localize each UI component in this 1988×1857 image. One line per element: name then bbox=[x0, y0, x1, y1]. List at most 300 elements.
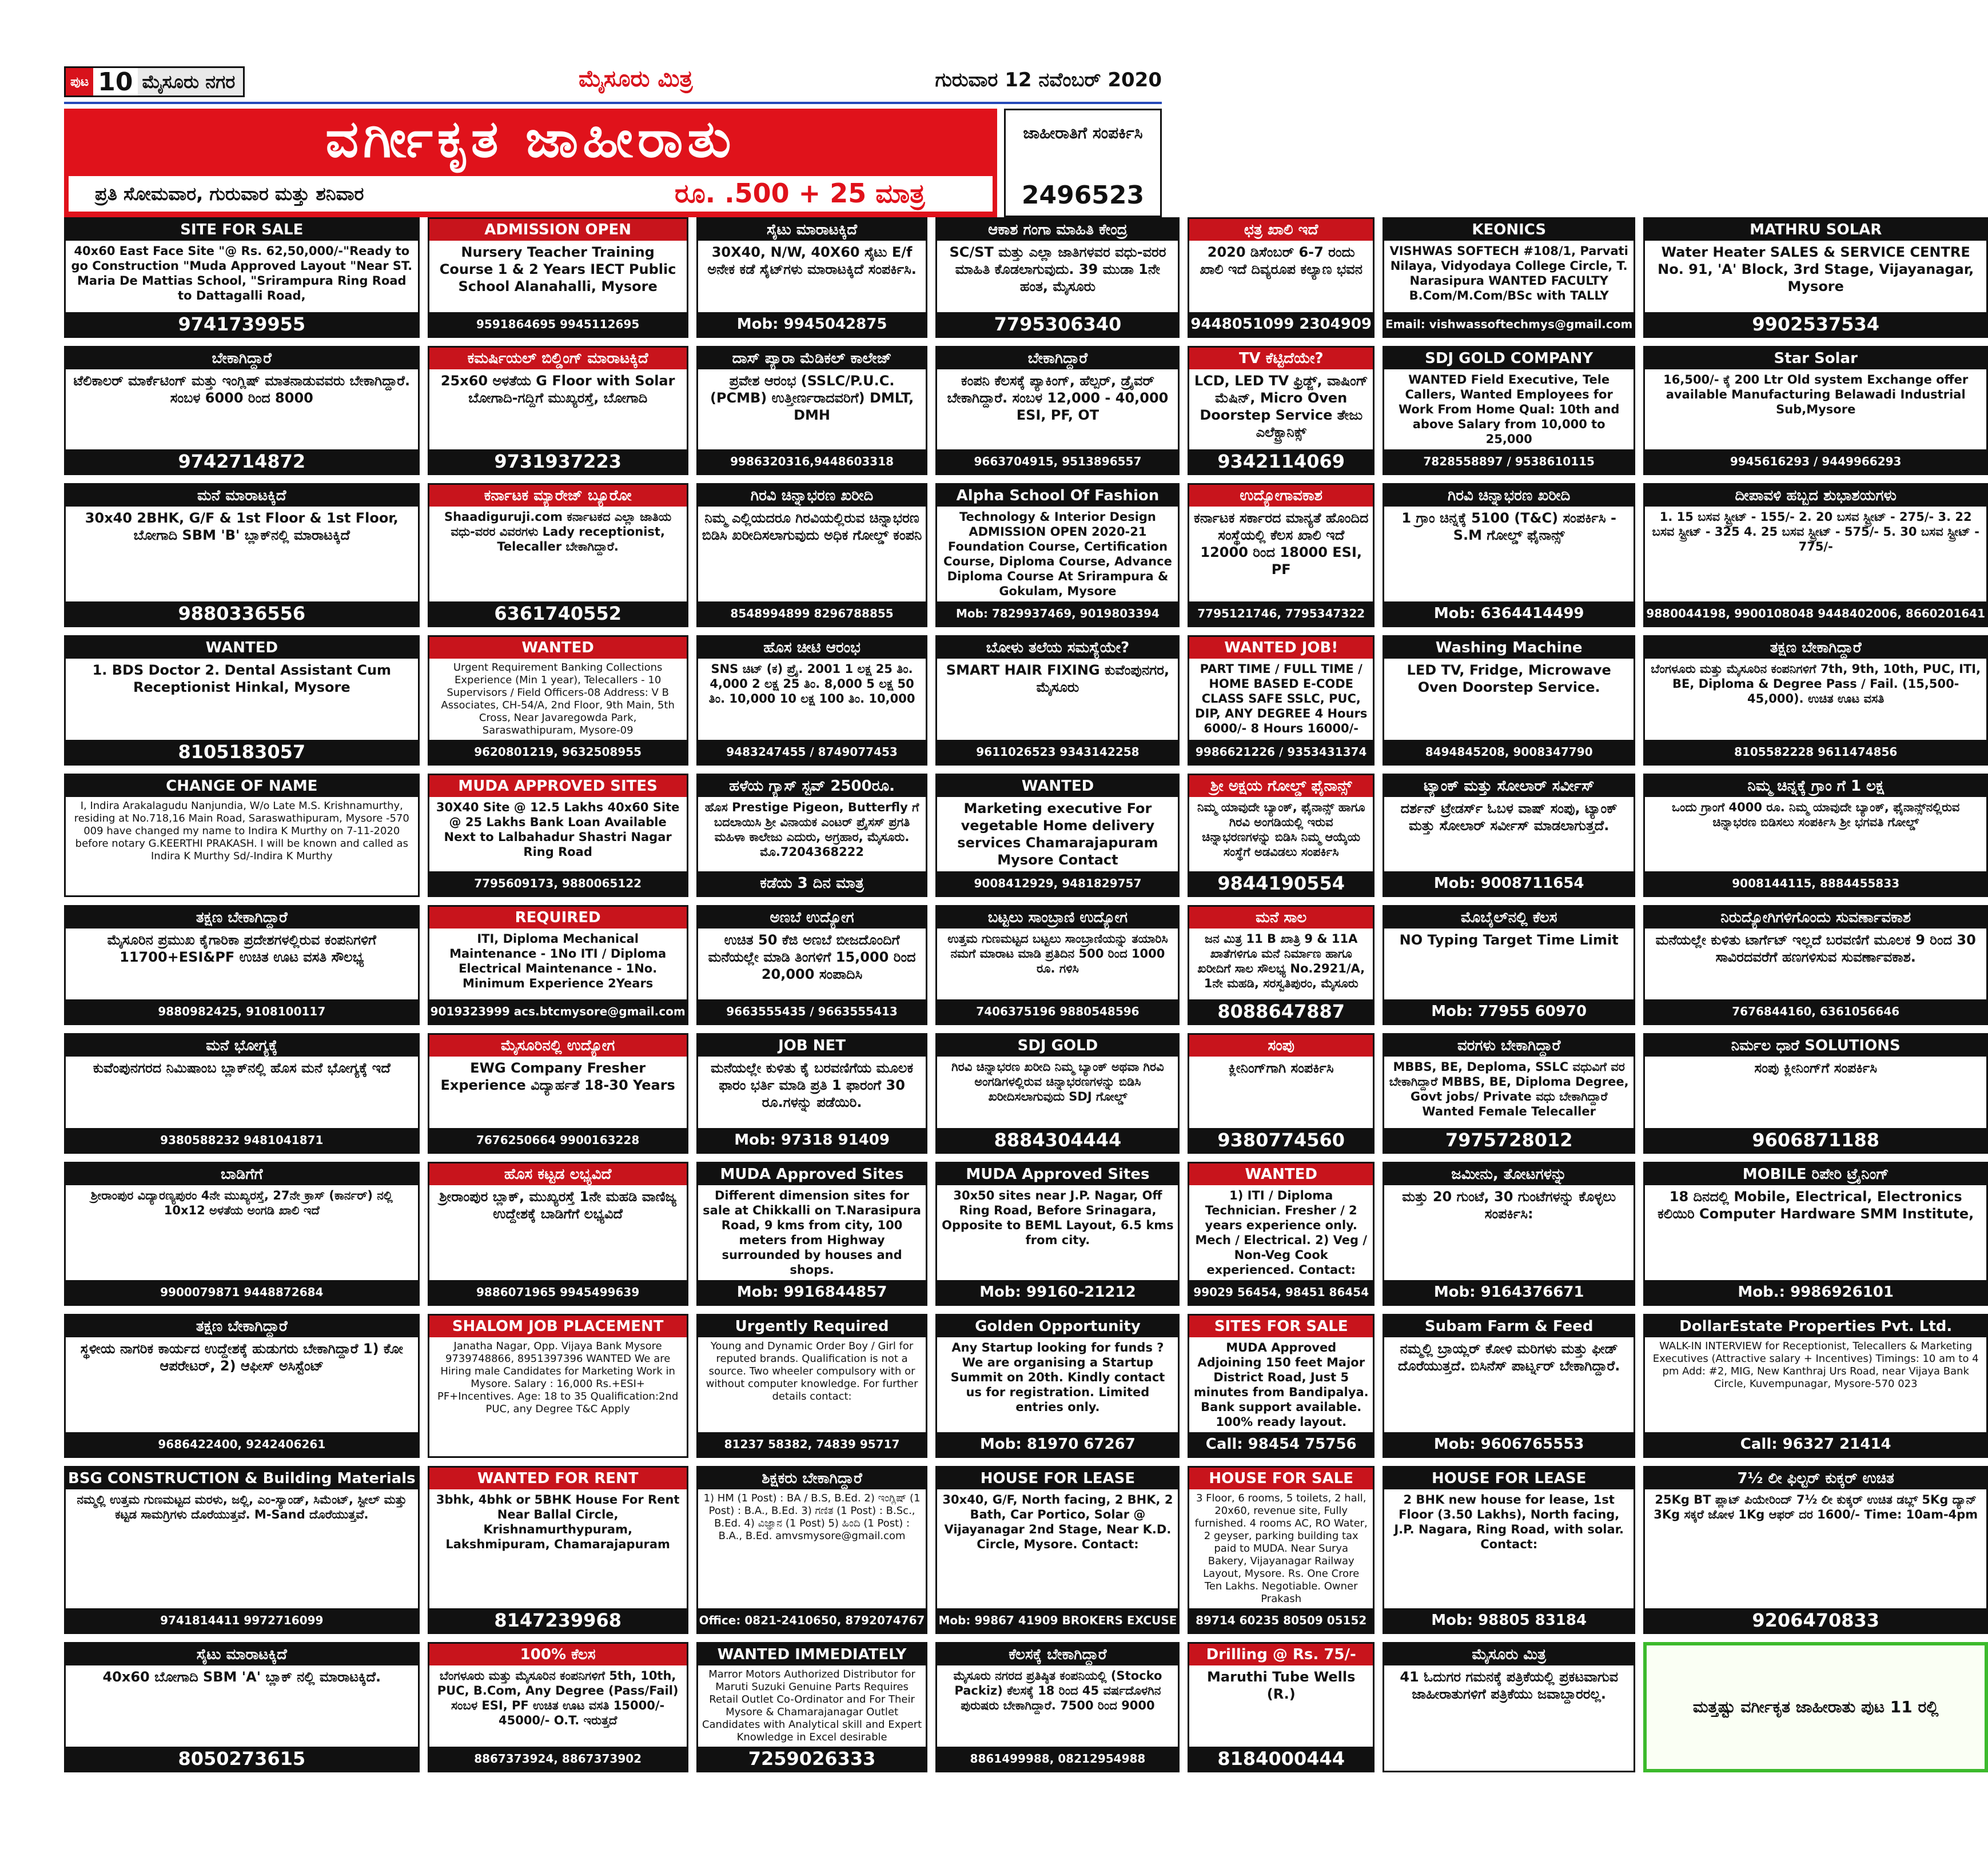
classified-ad bbox=[428, 635, 688, 766]
ad-body: 2020 ಡಿಸೆಂಬರ್ 6-7 ರಂದು ಖಾಲಿ ಇದೆ ದಿವ್ಯರೂಪ ಕಲ್ಯಾಣ ಭವನ bbox=[1200, 244, 1363, 277]
ad-phone: Mob: 9008711654 bbox=[1384, 871, 1634, 895]
ad-heading: ಸಂಪು bbox=[1189, 1035, 1373, 1057]
ad-heading: SDJ GOLD bbox=[937, 1035, 1178, 1057]
classified-ad bbox=[1643, 1466, 1988, 1634]
ad-heading: MATHRU SOLAR bbox=[1645, 219, 1986, 241]
ad-phone: 9342114069 bbox=[1189, 449, 1373, 473]
ad-body: Marketing executive For vegetable Home delivery services Chamarajapuram Mysore Contact bbox=[957, 800, 1158, 868]
ad-phone: 99029 56454, 98451 86454 bbox=[1189, 1280, 1373, 1304]
ad-phone: 9663555435 / 9663555413 bbox=[698, 999, 926, 1023]
ad-phone: Email: vishwassoftechmys@gmail.com bbox=[1384, 312, 1634, 336]
ad-phone: Mob: 98805 83184 bbox=[1384, 1608, 1634, 1632]
classified-ad bbox=[696, 1033, 928, 1154]
ad-phone: 9206470833 bbox=[1645, 1608, 1986, 1632]
ad-heading: ADMISSION OPEN bbox=[429, 219, 687, 241]
ad-body: ಕರ್ನಾಟಕ ಸರ್ಕಾರದ ಮಾನ್ಯತೆ ಹೊಂದಿದ ಸಂಸ್ಥೆಯಲ್ಲಿ ಕೆಲಸ ಖಾಲಿ ಇದೆ 12000 ರಿಂದ 18000 ESI, PF bbox=[1194, 509, 1369, 577]
ad-body: SNS ಚಿಟ್ (ಕ) ಪ್ರೈ. 2001 1 ಲಕ್ಷ 25 ತಿಂ. 4,000 2 ಲಕ್ಷ 25 ತಿಂ. 8,000 5 ಲಕ್ಷ 50 ತಿಂ. 10,000 10 ಲಕ್ಷ 100 ತಿಂ. 10,000 bbox=[708, 661, 915, 706]
ad-body: 2 BHK new house for lease, 1st Floor (3.50 Lakhs), North facing, J.P. Nagara, Ring Road, with solar. Contact: bbox=[1394, 1493, 1624, 1551]
classified-ad bbox=[428, 1033, 688, 1154]
ad-heading: ತಕ್ಷಣ ಬೇಕಾಗಿದ್ದಾರೆ bbox=[1645, 637, 1986, 659]
ad-phone: 7795121746, 7795347322 bbox=[1189, 601, 1373, 625]
classified-ad bbox=[935, 483, 1180, 627]
ad-phone: 9886071965 9945499639 bbox=[429, 1280, 687, 1304]
ad-contact-label: ಜಾಹೀರಾತಿಗೆ ಸಂಪರ್ಕಿಸಿ bbox=[1023, 123, 1143, 142]
classified-ad bbox=[1188, 1466, 1375, 1634]
ad-phone: 7828558897 / 9538610115 bbox=[1384, 449, 1634, 473]
ad-heading: ಹೊಸ ಕಟ್ಟಡ ಲಭ್ಯವಿದೆ bbox=[429, 1163, 687, 1185]
classified-ad bbox=[1643, 1033, 1988, 1154]
ad-phone: Mob.: 9986926101 bbox=[1645, 1280, 1986, 1304]
section-city: ಮೈಸೂರು ನಗರ bbox=[138, 68, 244, 95]
classified-ad bbox=[1643, 905, 1988, 1026]
ad-heading: ಬೇಕಾಗಿದ್ದಾರೆ bbox=[66, 348, 418, 369]
ad-phone: 9741739955 bbox=[66, 312, 418, 336]
ad-phone: 7676250664 9900163228 bbox=[429, 1128, 687, 1152]
ad-heading: ತಕ್ಷಣ ಬೇಕಾಗಿದ್ದಾರೆ bbox=[66, 1316, 418, 1337]
ad-body: I, Indira Arakalagudu Nanjundia, W/o Late M.S. Krishnamurthy, residing at No.718,16 Main Road, Saraswathipuram, Mysore -570 009 have changed my name to Indira K Murthy on 7-11-2020 before notary G.KEERTHI PRAKASH. I will be known and called as Indira K Murthy Sd/-Indira K Murthy bbox=[74, 799, 409, 862]
ad-body: ಮನೆಯಲ್ಲೇ ಕುಳಿತು ಟಾರ್ಗೆಟ್ ಇಲ್ಲದೆ ಬರವಣಿಗೆ ಮೂಲಕ 9 ರಿಂದ 30 ಸಾವಿರದವರೆಗೆ ಹಣಗಳಿಸುವ ಸುವರ್ಣಾವಕಾಶ. bbox=[1655, 931, 1976, 965]
classified-ad bbox=[1643, 346, 1988, 475]
ad-heading: ನಿರುದ್ಯೋಗಿಗಳಿಗೊಂದು ಸುವರ್ಣಾವಕಾಶ bbox=[1645, 907, 1986, 928]
ad-body: Marror Motors Authorized Distributor for Maruti Suzuki Genuine Parts Requires Retail Outlet Co-Ordinator and For Their Mysore & Chamarajanagar Outlet Candidates with Analytical skill and Expert Knowledge in Excel desirable bbox=[702, 1668, 922, 1743]
ad-body: NO Typing Target Time Limit bbox=[1399, 931, 1619, 948]
ad-body: Janatha Nagar, Opp. Vijaya Bank Mysore 9739748866, 8951397396 WANTED We are Hiring male Candidates for Marketing Work in Mysore. Salary : 16,000 Rs.+ESI+ PF+Incentives. Age: 18 to 35 Qualification:2nd PUC, any Degree T&C Apply bbox=[437, 1340, 679, 1415]
ad-body: ಮನೆಯಲ್ಲೇ ಕುಳಿತು ಕೈ ಬರವಣಿಗೆಯ ಮೂಲಕ ಫಾರಂ ಭರ್ತಿ ಮಾಡಿ ಪ್ರತಿ 1 ಫಾರಂಗೆ 30 ರೂ.ಗಳನ್ನು ಪಡೆಯಿರಿ. bbox=[711, 1060, 914, 1111]
classified-ad bbox=[64, 1642, 420, 1772]
classified-ad bbox=[1188, 1642, 1375, 1772]
ad-heading: ಕರ್ನಾಟಕ ಮ್ಯಾರೇಜ್ ಬ್ಯೂರೋ bbox=[429, 485, 687, 507]
classified-ad bbox=[428, 1162, 688, 1306]
ad-phone: 7975728012 bbox=[1384, 1128, 1634, 1152]
classified-ad bbox=[696, 1466, 928, 1634]
ad-phone: 9483247455 / 8749077453 bbox=[698, 740, 926, 764]
ad-body: ಮತ್ತಷ್ಟು ವರ್ಗೀಕೃತ ಜಾಹೀರಾತು ಪುಟ 11 ರಲ್ಲಿ bbox=[1692, 1697, 1939, 1716]
classified-ad bbox=[1188, 1162, 1375, 1306]
ad-body: ಉತ್ತಮ ಗುಣಮಟ್ಟದ ಬಟ್ಟಲು ಸಾಂಬ್ರಾಣಿಯನ್ನು ತಯಾರಿಸಿ ನಮಗೆ ಮಾರಾಟ ಮಾಡಿ ಪ್ರತಿದಿನ 500 ರಿಂದ 1000 ರೂ. ಗಳಿಸಿ bbox=[947, 931, 1168, 975]
publication-date: ಗುರುವಾರ 12 ನವೆಂಬರ್ 2020 bbox=[935, 69, 1162, 91]
ad-body: ನಮ್ಮಲ್ಲಿ ಉತ್ತಮ ಗುಣಮಟ್ಟದ ಮರಳು, ಜಲ್ಲಿ, ಎಂ-ಸ್ಯಾಂಡ್, ಸಿಮೆಂಟ್, ಸ್ಟೀಲ್ ಮತ್ತು ಕಟ್ಟಡ ಸಾಮಗ್ರಿಗಳು ದೊರೆಯುತ್ತವೆ. M-Sand ದೊರೆಯುತ್ತವೆ. bbox=[77, 1493, 407, 1521]
classified-ad bbox=[935, 1314, 1180, 1458]
classified-ad bbox=[428, 1466, 688, 1634]
classified-ad bbox=[935, 1162, 1180, 1306]
ad-phone: Mob: 99160-21212 bbox=[937, 1280, 1178, 1304]
classified-ad bbox=[1383, 1162, 1635, 1306]
ad-phone: 9741814411 9972716099 bbox=[66, 1608, 418, 1632]
ad-body: 30x50 sites near J.P. Nagar, Off Ring Road, Before Srinagara, Opposite to BEML Layout, 6.5 kms from city. bbox=[942, 1189, 1174, 1247]
ad-heading: ಗಿರವಿ ಚಿನ್ನಾಭರಣ ಖರೀದಿ bbox=[698, 485, 926, 507]
classified-ad bbox=[1188, 217, 1375, 338]
classified-ad bbox=[935, 217, 1180, 338]
ad-phone: 7676844160, 6361056646 bbox=[1645, 999, 1986, 1023]
classified-ad bbox=[428, 1314, 688, 1458]
ad-phone: 8867373924, 8867373902 bbox=[429, 1747, 687, 1771]
classified-ad bbox=[1188, 1033, 1375, 1154]
ad-phone: 8548994899 8296788855 bbox=[698, 601, 926, 625]
page-label: ಪುಟ bbox=[66, 68, 93, 95]
classified-ad bbox=[1643, 1642, 1988, 1772]
ad-body: VISHWAS SOFTECH #108/1, Parvati Nilaya, Vidyodaya College Circle, T. Narasipura WANTED FACULTY B.Com/M.Com/BSc with TALLY bbox=[1389, 244, 1628, 302]
ad-heading: SITE FOR SALE bbox=[66, 219, 418, 241]
ad-phone: 9019323999 acs.btcmysore@gmail.com bbox=[429, 999, 687, 1023]
classified-ad bbox=[1383, 1033, 1635, 1154]
ad-body: 1. BDS Doctor 2. Dental Assistant Cum Receptionist Hinkal, Mysore bbox=[92, 661, 392, 695]
ad-body: PART TIME / FULL TIME / HOME BASED E-CODE CLASS SAFE SSLC, PUC, DIP, ANY DEGREE 4 Hours 6000/- 8 Hours 16000/- bbox=[1195, 661, 1368, 735]
classified-ads-grid bbox=[64, 217, 1986, 1772]
ad-phone: 9008144115, 8884455833 bbox=[1645, 871, 1986, 895]
classified-ad bbox=[935, 1642, 1180, 1772]
classified-ad bbox=[696, 483, 928, 627]
ad-heading: ಮನೆ ಮಾರಾಟಕ್ಕಿದೆ bbox=[66, 485, 418, 507]
ad-body: ಸ್ಥಳೀಯ ನಾಗರಿಕ ಕಾರ್ಯದ ಉದ್ದೇಶಕ್ಕೆ ಹುಡುಗರು ಬೇಕಾಗಿದ್ದಾರೆ 1) ಕೋ ಆಪರೇಟರ್, 2) ಆಫೀಸ್ ಅಸಿಸ್ಟೆಂಟ್ bbox=[80, 1341, 403, 1374]
classified-ad bbox=[696, 1162, 928, 1306]
ad-heading: HOUSE FOR LEASE bbox=[937, 1468, 1178, 1489]
classified-ad bbox=[64, 217, 420, 338]
ad-phone: 9742714872 bbox=[66, 449, 418, 473]
rate-strip bbox=[69, 176, 993, 212]
ad-body: ಜನ ಮಿತ್ರ 11 B ಖಾತ್ರಿ 9 & 11A ಖಾತೆಗಳಿಗೂ ಮನೆ ನಿರ್ಮಾಣ ಹಾಗೂ ಖರೀದಿಗೆ ಸಾಲ ಸೌಲಭ್ಯ No.2921/A, 1ನೇ ಮಹಡಿ, ಸರಸ್ವತಿಪುರಂ, ಮೈಸೂರು bbox=[1197, 931, 1365, 990]
classified-ad bbox=[1643, 1314, 1988, 1458]
ad-phone: Mob: 6364414499 bbox=[1384, 601, 1634, 625]
ad-heading: SITES FOR SALE bbox=[1189, 1316, 1373, 1337]
ad-phone: Office: 0821-2410650, 8792074767 bbox=[698, 1608, 926, 1632]
classified-ad bbox=[1383, 905, 1635, 1026]
ad-phone: Mob: 7829937469, 9019803394 bbox=[937, 601, 1178, 625]
ad-phone: Mob: 9916844857 bbox=[698, 1280, 926, 1304]
ad-heading: ಮೊಬೈಲ್‌ನಲ್ಲಿ ಕೆಲಸ bbox=[1384, 907, 1634, 928]
ad-phone: 7795306340 bbox=[937, 312, 1178, 336]
ad-heading: Star Solar bbox=[1645, 348, 1986, 369]
ad-heading: ಶಿಕ್ಷಕರು ಬೇಕಾಗಿದ್ದಾರೆ bbox=[698, 1468, 926, 1489]
classified-ad bbox=[64, 1033, 420, 1154]
ad-phone: 8088647887 bbox=[1189, 999, 1373, 1023]
ad-heading: ಕಮರ್ಷಿಯಲ್ ಬಿಲ್ಡಿಂಗ್ ಮಾರಾಟಕ್ಕಿದೆ bbox=[429, 348, 687, 369]
ad-heading: WANTED FOR RENT bbox=[429, 1468, 687, 1489]
ad-body: ನಮ್ಮಲ್ಲಿ ಬ್ರಾಯ್ಲರ್ ಕೋಳಿ ಮರಿಗಳು ಮತ್ತು ಫೀಡ್ ದೊರೆಯುತ್ತದೆ. ಬಿಸಿನೆಸ್ ಪಾರ್ಟ್ನರ್ ಬೇಕಾಗಿದ್ದಾರೆ. bbox=[1397, 1341, 1620, 1374]
ad-body: ನಿಮ್ಮ ಎಲ್ಲಿಯದರೂ ಗಿರವಿಯಲ್ಲಿರುವ ಚಿನ್ನಾಭರಣ ಬಿಡಿಸಿ ಖರೀದಿಸಲಾಗುವುದು ಅಧಿಕ ಗೋಲ್ಡ್ ಕಂಪನಿ bbox=[702, 509, 922, 543]
ad-body: 30X40 Site @ 12.5 Lakhs 40x60 Site @ 25 Lakhs Bank Loan Available Next to Lalbahadur Shastri Nagar Ring Road bbox=[436, 800, 680, 859]
ad-phone: 6361740552 bbox=[429, 601, 687, 625]
classified-ad bbox=[696, 1314, 928, 1458]
classified-ad bbox=[1643, 635, 1988, 766]
page-number: 10 bbox=[98, 67, 133, 97]
ad-phone: Mob: 77955 60970 bbox=[1384, 999, 1634, 1023]
classified-ad bbox=[1383, 1314, 1635, 1458]
section-title: ವರ್ಗೀಕೃತ ಜಾಹೀರಾತು bbox=[325, 109, 736, 169]
ad-heading: Alpha School Of Fashion bbox=[937, 485, 1178, 507]
ad-body: ಟೆಲಿಕಾಲರ್ ಮಾರ್ಕೆಟಿಂಗ್ ಮತ್ತು ಇಂಗ್ಲಿಷ್ ಮಾತನಾಡುವವರು ಬೇಕಾಗಿದ್ದಾರೆ. ಸಂಬಳ 6000 ರಿಂದ 8000 bbox=[73, 372, 411, 406]
ad-body: 1. 15 ಬಸವ ಸ್ಟ್ರೀಟ್ - 155/- 2. 20 ಬಸವ ಸ್ಟ್ರೀಟ್ - 275/- 3. 22 ಬಸವ ಸ್ಟ್ರೀಟ್ - 325 4. 25 ಬಸವ ಸ್ಟ್ರೀಟ್ - 575/- 5. 30 ಬಸವ ಸ್ಟ್ರೀಟ್ - 775/- bbox=[1652, 509, 1979, 553]
classified-ad bbox=[64, 905, 420, 1026]
ad-phone: 8105183057 bbox=[66, 740, 418, 764]
classified-ad bbox=[696, 774, 928, 897]
newspaper-brand: ಮೈಸೂರು ಮಿತ್ರ bbox=[579, 65, 693, 92]
ad-phone: Call: 96327 21414 bbox=[1645, 1432, 1986, 1456]
ad-heading: WANTED IMMEDIATELY bbox=[698, 1644, 926, 1665]
ad-heading: CHANGE OF NAME bbox=[66, 775, 418, 797]
ad-body: 1 ಗ್ರಾಂ ಚಿನ್ನಕ್ಕೆ 5100 (T&C) ಸಂಪರ್ಕಿಸಿ - S.M ಗೋಲ್ಡ್ ಫೈನಾನ್ಸ್ bbox=[1401, 509, 1616, 543]
ad-heading: MUDA Approved Sites bbox=[698, 1163, 926, 1185]
ad-body: ಗಿರವಿ ಚಿನ್ನಾಭರಣ ಖರೀದಿ ನಿಮ್ಮ ಬ್ಯಾಂಕ್ ಅಥವಾ ಗಿರವಿ ಅಂಗಡಿಗಳಲ್ಲಿರುವ ಚಿನ್ನಾಭರಣಗಳನ್ನು ಬಿಡಿಸಿ ಖರೀದಿಸಲಾಗುವುದು SDJ ಗೋಲ್ಡ್ bbox=[951, 1060, 1164, 1104]
ad-body: WALK-IN INTERVIEW for Receptionist, Telecallers & Marketing Executives (Attractive salary + Incentives) Timings: 10 am to 4 pm Add: #2, MIG, New Kanthraj Urs Road, near Vijaya Bank Circle, Kuvempunagar, Mysore-570 023 bbox=[1652, 1340, 1979, 1390]
ad-phone: Mob: 9945042875 bbox=[698, 312, 926, 336]
classified-ad bbox=[64, 774, 420, 897]
classified-ad bbox=[428, 217, 688, 338]
ad-body: ಉಚಿತ 50 ಕೆಜಿ ಅಣಬೆ ಬೀಜದೊಂದಿಗೆ ಮನೆಯಲ್ಲೇ ಮಾಡಿ ತಿಂಗಳಿಗೆ 15,000 ರಿಂದ 20,000 ಸಂಪಾದಿಸಿ bbox=[708, 931, 916, 982]
classified-ad bbox=[1383, 1466, 1635, 1634]
ad-heading: MUDA Approved Sites bbox=[937, 1163, 1178, 1185]
ad-phone: 9731937223 bbox=[429, 449, 687, 473]
ad-phone: 7795609173, 9880065122 bbox=[429, 871, 687, 895]
ad-body: ಬೆಂಗಳೂರು ಮತ್ತು ಮೈಸೂರಿನ ಕಂಪನಿಗಳಿಗೆ 7th, 9th, 10th, PUC, ITI, BE, Diploma & Degree Pass / Fail. (15,500-45,000). ಉಚಿತ ಊಟ ವಸತಿ bbox=[1651, 661, 1981, 706]
ad-body: SC/ST ಮತ್ತು ಎಲ್ಲಾ ಜಾತಿಗಳವರ ವಧು-ವರರ ಮಾಹಿತಿ ಕೊಡಲಾಗುವುದು. 39 ಮುಡಾ 1ನೇ ಹಂತ, ಮೈಸೂರು bbox=[949, 244, 1166, 294]
ad-heading: ದಾಸ್ ಪ್ಯಾರಾ ಮೆಡಿಕಲ್ ಕಾಲೇಜ್ bbox=[698, 348, 926, 369]
ad-heading: Urgently Required bbox=[698, 1316, 926, 1337]
ad-body: Any Startup looking for funds ? We are organising a Startup Summit on 20th. Kindly contact us for registration. Limited entries only. bbox=[950, 1341, 1165, 1414]
classified-ad bbox=[1188, 346, 1375, 475]
ad-body: Different dimension sites for sale at Chikkalli on T.Narasipura Road, 9 kms from city, 100 meters from Highway surrounded by houses and shops. bbox=[703, 1189, 921, 1277]
ad-heading: REQUIRED bbox=[429, 907, 687, 928]
ad-body: ಕ್ಲೀನಿಂಗ್‌ಗಾಗಿ ಸಂಪರ್ಕಿಸಿ bbox=[1228, 1060, 1334, 1077]
ad-heading: ಶ್ರೀ ಅಕ್ಷಯ ಗೋಲ್ಡ್ ಫೈನಾನ್ಸ್ bbox=[1189, 775, 1373, 797]
ad-heading: 100% ಕೆಲಸ bbox=[429, 1644, 687, 1665]
classified-ad bbox=[64, 635, 420, 766]
ad-phone: 9844190554 bbox=[1189, 871, 1373, 895]
ad-heading: 7½ ಲೀ ಫಿಲ್ಟರ್ ಕುಕ್ಕರ್ ಉಚಿತ bbox=[1645, 1468, 1986, 1489]
ad-heading: SDJ GOLD COMPANY bbox=[1384, 348, 1634, 369]
classified-ad bbox=[1383, 217, 1635, 338]
ad-phone: 9380588232 9481041871 bbox=[66, 1128, 418, 1152]
ad-phone: Mob: 99867 41909 BROKERS EXCUSE bbox=[937, 1608, 1178, 1632]
ad-body: MBBS, BE, Deploma, SSLC ವಧುವಿಗೆ ವರ ಬೇಕಾಗಿದ್ದಾರೆ MBBS, BE, Diploma Degree, Govt jobs/ Private ವಧು ಬೇಕಾಗಿದ್ದಾರೆ Wanted Female Telecaller bbox=[1389, 1060, 1629, 1119]
ad-body: ಒಂದು ಗ್ರಾಂಗೆ 4000 ರೂ. ನಿಮ್ಮ ಯಾವುದೇ ಬ್ಯಾಂಕ್, ಫೈನಾನ್ಸ್‌ನಲ್ಲಿರುವ ಚಿನ್ನಾಭರಣ ಬಿಡಿಸಲು ಸಂಪರ್ಕಿಸಿ ಶ್ರೀ ಭಗವತಿ ಗೋಲ್ಡ್ bbox=[1672, 800, 1960, 829]
ad-phone: ಕಡೆಯ 3 ದಿನ ಮಾತ್ರ bbox=[698, 871, 926, 895]
ad-heading: ಬಾಡಿಗೆಗೆ bbox=[66, 1163, 418, 1185]
classifieds-banner bbox=[64, 109, 997, 217]
ad-body: 25x60 ಅಳತೆಯ G Floor with Solar ಬೋಗಾದಿ-ಗದ್ದಿಗೆ ಮುಖ್ಯರಸ್ತೆ, ಬೋಗಾದಿ bbox=[440, 372, 675, 406]
classified-ad bbox=[935, 774, 1180, 897]
ad-heading: TV ಕೆಟ್ಟಿದೆಯೇ? bbox=[1189, 348, 1373, 369]
ad-body: WANTED Field Executive, Tele Callers, Wanted Employees for Work From Home Qual: 10th and above Salary from 10,000 to 25,000 bbox=[1398, 372, 1620, 446]
ad-heading: ಬಟ್ಟಲು ಸಾಂಬ್ರಾಣಿ ಉದ್ಯೋಗ bbox=[937, 907, 1178, 928]
ad-body: ಶ್ರೀರಾಂಪುರ ವಿದ್ಯಾರಣ್ಯಪುರಂ 4ನೇ ಮುಖ್ಯರಸ್ತೆ, 27ನೇ ಕ್ರಾಸ್ (ಕಾರ್ನರ್) ನಲ್ಲಿ 10x12 ಅಳತೆಯ ಅಂಗಡಿ ಖಾಲಿ ಇದೆ bbox=[90, 1189, 393, 1217]
classified-ad bbox=[1643, 774, 1988, 897]
ad-heading: ಮನೆ ಭೋಗ್ಯಕ್ಕೆ bbox=[66, 1035, 418, 1057]
ad-body: 30X40, N/W, 40X60 ಸೈಟು E/f ಅನೇಕ ಕಡೆ ಸೈಟ್‌ಗಳು ಮಾರಾಟಕ್ಕಿದೆ ಸಂಪರ್ಕಿಸಿ. bbox=[707, 244, 917, 277]
ad-phone: 9448051099 2304909 bbox=[1189, 312, 1373, 336]
ad-body: ಕಂಪನಿ ಕೆಲಸಕ್ಕೆ ಪ್ಯಾಕಿಂಗ್, ಹೆಲ್ಪರ್, ಡ್ರೈವರ್ ಬೇಕಾಗಿದ್ದಾರೆ. ಸಂಬಳ 12,000 - 40,000 ESI, PF, OT bbox=[947, 372, 1169, 423]
header-divider bbox=[64, 102, 1162, 104]
ad-heading: ನಿರ್ಮಲ ಧಾರೆ SOLUTIONS bbox=[1645, 1035, 1986, 1057]
ad-heading: WANTED bbox=[937, 775, 1178, 797]
ad-phone: 9945616293 / 9449966293 bbox=[1645, 449, 1986, 473]
ad-phone: 8861499988, 08212954988 bbox=[937, 1747, 1178, 1771]
classified-ad bbox=[428, 1642, 688, 1772]
ad-body: 41 ಓದುಗರ ಗಮನಕ್ಕೆ ಪತ್ರಿಕೆಯಲ್ಲಿ ಪ್ರಕಟವಾಗುವ ಜಾಹೀರಾತುಗಳಿಗೆ ಪತ್ರಿಕೆಯು ಜವಾಬ್ದಾರರಲ್ಲ. bbox=[1400, 1669, 1619, 1702]
ad-heading: ಬೋಳು ತಲೆಯ ಸಮಸ್ಯೆಯೇ? bbox=[937, 637, 1178, 659]
ad-heading: KEONICS bbox=[1384, 219, 1634, 241]
classified-ad bbox=[696, 635, 928, 766]
ad-body: 30x40 2BHK, G/F & 1st Floor & 1st Floor, ಬೋಗಾದಿ SBM 'B' ಬ್ಲಾಕ್‌ನಲ್ಲಿ ಮಾರಾಟಕ್ಕಿದೆ bbox=[85, 509, 399, 543]
classified-ad bbox=[64, 1162, 420, 1306]
ad-phone: 9380774560 bbox=[1189, 1128, 1373, 1152]
ad-heading: ಆಕಾಶ ಗಂಗಾ ಮಾಹಿತಿ ಕೇಂದ್ರ bbox=[937, 219, 1178, 241]
ad-heading: ಮೈಸೂರಿನಲ್ಲಿ ಉದ್ಯೋಗ bbox=[429, 1035, 687, 1057]
classified-ad bbox=[935, 635, 1180, 766]
ad-phone: 9663704915, 9513896557 bbox=[937, 449, 1178, 473]
ad-heading: ಛತ್ರ ಖಾಲಿ ಇದೆ bbox=[1189, 219, 1373, 241]
ad-heading: WANTED bbox=[1189, 1163, 1373, 1185]
ad-heading: ಗಿರವಿ ಚಿನ್ನಾಭರಣ ಖರೀದಿ bbox=[1384, 485, 1634, 507]
ad-phone: 9606871188 bbox=[1645, 1128, 1986, 1152]
ad-heading: SHALOM JOB PLACEMENT bbox=[429, 1316, 687, 1337]
ad-phone: 9620801219, 9632508955 bbox=[429, 740, 687, 764]
classified-ad bbox=[1188, 635, 1375, 766]
classified-ad bbox=[1188, 905, 1375, 1026]
ad-body: LED TV, Fridge, Microwave Oven Doorstep Service. bbox=[1407, 661, 1611, 695]
ad-heading: Golden Opportunity bbox=[937, 1316, 1178, 1337]
ad-body: 30x40, G/F, North facing, 2 BHK, 2 Bath, Car Portico, Solar @ Vijayanagar 2nd Stage, Near K.D. Circle, Mysore. Contact: bbox=[942, 1493, 1173, 1551]
classified-ad bbox=[1383, 483, 1635, 627]
ad-body: MUDA Approved Adjoining 150 feet Major District Road, Just 5 minutes from Bandipalya. Bank support available. 100% ready layout. bbox=[1193, 1341, 1369, 1429]
classified-ad bbox=[1383, 774, 1635, 897]
page-header-bar bbox=[64, 63, 1162, 101]
ad-body: 25Kg BT ಪ್ಲಾಟ್ ಪಿಯೇರಿಂದ್ 7½ ಲೀ ಕುಕ್ಕರ್ ಉಚಿತ ಡಬ್ಲ್ 5Kg ದ್ಯಾನ್ 3Kg ಸಕ್ಕರೆ ಜೋಳ 1Kg ಆಫರ್ ದರ 1600/- Time: 10am-4pm bbox=[1654, 1493, 1978, 1521]
ad-heading: ಮೈಸೂರು ಮಿತ್ರ bbox=[1384, 1644, 1634, 1665]
ad-body: SMART HAIR FIXING ಕುವೆಂಪುನಗರ, ಮೈಸೂರು bbox=[946, 661, 1170, 695]
ad-phone: 9902537534 bbox=[1645, 312, 1986, 336]
ad-body: ಶ್ರೀರಾಂಪುರ ಬ್ಲಾಕ್, ಮುಖ್ಯರಸ್ತೆ 1ನೇ ಮಹಡಿ ವಾಣಿಜ್ಯ ಉದ್ದೇಶಕ್ಕೆ ಬಾಡಿಗೆಗೆ ಲಭ್ಯವಿದೆ bbox=[439, 1189, 677, 1222]
ad-phone: 8147239968 bbox=[429, 1608, 687, 1632]
ad-phone: 9008412929, 9481829757 bbox=[937, 871, 1178, 895]
ad-heading: Subam Farm & Feed bbox=[1384, 1316, 1634, 1337]
ad-heading: ಉದ್ಯೋಗಾವಕಾಶ bbox=[1189, 485, 1373, 507]
ad-body: Maruthi Tube Wells (R.) bbox=[1207, 1669, 1356, 1702]
classified-ad bbox=[1383, 346, 1635, 475]
ad-phone: 8494845208, 9008347790 bbox=[1384, 740, 1634, 764]
ad-body: ITI, Diploma Mechanical Maintenance - 1No ITI / Diploma Electrical Maintenance - 1No. Minimum Experience 2Years bbox=[449, 931, 667, 990]
ad-contact-phone: 2496523 bbox=[1021, 181, 1145, 210]
ad-body: ಮೈಸೂರು ನಗರದ ಪ್ರತಿಷ್ಠಿತ ಕಂಪನಿಯಲ್ಲಿ (Stocko Packiz) ಕೆಲಸಕ್ಕೆ 18 ರಿಂದ 45 ವರ್ಷದೊಳಗಿನ ಪುರುಷರು ಬೇಕಾಗಿದ್ದಾರೆ. 7500 ರಿಂದ 9000 bbox=[953, 1669, 1162, 1712]
ad-heading: ದೀಪಾವಳಿ ಹಬ್ಬದ ಶುಭಾಶಯಗಳು bbox=[1645, 485, 1986, 507]
ad-heading: ಹಳೆಯ ಗ್ಯಾಸ್ ಸ್ಟವ್ 2500ರೂ. bbox=[698, 775, 926, 797]
ad-phone: 9986621226 / 9353431374 bbox=[1189, 740, 1373, 764]
ad-phone: 9880982425, 9108100117 bbox=[66, 999, 418, 1023]
classified-ad bbox=[696, 905, 928, 1026]
classified-ad bbox=[64, 1314, 420, 1458]
ad-body: Urgent Requirement Banking Collections Experience (Min 1 year), Telecallers - 10 Supervisors / Field Officers-08 Address: V B Associates, CH-54/A, 2nd Floor, 9th Main, 5th Cross, Near Javaregowda Park, Saraswathipuram, Mysore-09 bbox=[441, 661, 675, 736]
classified-ad bbox=[1383, 635, 1635, 766]
classified-ad bbox=[428, 483, 688, 627]
classified-ad bbox=[696, 1642, 928, 1772]
classified-ad bbox=[428, 774, 688, 897]
ad-body: 40x60 ಬೋಗಾದಿ SBM 'A' ಬ್ಲಾಕ್ ನಲ್ಲಿ ಮಾರಾಟಕ್ಕಿದೆ. bbox=[102, 1669, 381, 1685]
ad-body: 16,500/- ಕ್ಕೆ 200 Ltr Old system Exchange offer available Manufacturing Belawadi Industrial Sub,Mysore bbox=[1663, 372, 1969, 416]
classified-ad bbox=[1188, 774, 1375, 897]
ad-heading: HOUSE FOR LEASE bbox=[1384, 1468, 1634, 1489]
ad-phone: 89714 60235 80509 05152 bbox=[1189, 1608, 1373, 1632]
ad-phone: 8884304444 bbox=[937, 1128, 1178, 1152]
ad-phone: 81237 58382, 74839 95717 bbox=[698, 1432, 926, 1456]
ad-body: ಹೊಸ Prestige Pigeon, Butterfly ಗೆ ಬದಲಾಯಿಸಿ ಶ್ರೀ ವಿನಾಯಕ ಎಂಟರ್ ಪ್ರೈಸಸ್ ಪ್ರಗತಿ ಮಹಿಳಾ ಕಾಲೇಜು ಎದುರು, ಅಗ್ರಹಾರ, ಮೈಸೂರು. ಮೊ.7204368222 bbox=[704, 800, 919, 859]
ad-phone: 9986320316,9448603318 bbox=[698, 449, 926, 473]
ad-body: 1) HM (1 Post) : BA / B.S, B.Ed. 2) ಇಂಗ್ಲಿಷ್ (1 Post) : B.A., B.Ed. 3) ಗಣಿತ (1 Post) : B.Sc., B.Ed. 4) ವಿಜ್ಞಾನ (1 Post) 5) ಹಿಂದಿ (1 Post) : B.A., B.Ed. amvsmysore@gmail.com bbox=[703, 1492, 921, 1542]
classified-ad bbox=[935, 905, 1180, 1026]
ad-phone: 9880336556 bbox=[66, 601, 418, 625]
ad-heading: ಜಮೀನು, ತೋಟಗಳನ್ನು bbox=[1384, 1163, 1634, 1185]
ad-body: Shaadiguruji.com ಕರ್ನಾಟಕದ ಎಲ್ಲಾ ಜಾತಿಯ ವಧು-ವರರ ವಿವರಗಳು Lady receptionist, Telecaller ಬೇಕಾಗಿದ್ದಾರೆ. bbox=[444, 509, 672, 553]
classified-ad bbox=[64, 1466, 420, 1634]
ad-heading: Washing Machine bbox=[1384, 637, 1634, 659]
ad-phone: Mob: 9606765553 bbox=[1384, 1432, 1634, 1456]
classified-ad bbox=[1383, 1642, 1635, 1772]
ad-body: ಕುವೆಂಪುನಗರದ ನಿಮಿಷಾಂಬ ಬ್ಲಾಕ್‌ನಲ್ಲಿ ಹೊಸ ಮನೆ ಭೋಗ್ಯಕ್ಕೆ ಇದೆ bbox=[93, 1060, 391, 1077]
ad-phone: 8184000444 bbox=[1189, 1747, 1373, 1771]
classified-ad bbox=[64, 346, 420, 475]
ad-heading: ಸೈಟು ಮಾರಾಟಕ್ಕಿದೆ bbox=[698, 219, 926, 241]
ad-body: ದರ್ಶನ್ ಟ್ರೇಡರ್ಸ್ ಓಬಳ ವಾಷ್ ಸಂಪು, ಟ್ಯಾಂಕ್ ಮತ್ತು ಸೋಲಾರ್ ಸರ್ವೀಸ್ ಮಾಡಲಾಗುತ್ತದೆ. bbox=[1400, 800, 1618, 834]
ad-body: Technology & Interior Design ADMISSION OPEN 2020-21 Foundation Course, Certification Course, Diploma Course, Advance Diploma Course At Srirampura & Gokulam, Mysore bbox=[943, 509, 1172, 598]
ad-body: 18 ದಿನದಲ್ಲಿ Mobile, Electrical, Electronics ಕಲಿಯಿರಿ Computer Hardware SMM Institute, bbox=[1658, 1189, 1974, 1222]
ad-heading: ನಿಮ್ಮ ಚಿನ್ನಕ್ಕೆ ಗ್ರಾಂ ಗೆ 1 ಲಕ್ಷ bbox=[1645, 775, 1986, 797]
ad-body: 40x60 East Face Site "@ Rs. 62,50,000/-"Ready to go Construction "Muda Approved Layout "Near ST. Maria De Mattias School, "Srirampura Ring Road to Dattagalli Road, bbox=[71, 244, 413, 302]
ad-body: EWG Company Fresher Experience ವಿದ್ಯಾರ್ಹತೆ 18-30 Years bbox=[440, 1060, 675, 1094]
ad-heading: DollarEstate Properties Pvt. Ltd. bbox=[1645, 1316, 1986, 1337]
classified-ad bbox=[64, 483, 420, 627]
ad-heading: BSG CONSTRUCTION & Building Materials bbox=[66, 1468, 418, 1489]
classified-ad bbox=[1643, 483, 1988, 627]
ad-phone: 9611026523 9343142258 bbox=[937, 740, 1178, 764]
classified-ad bbox=[696, 217, 928, 338]
classified-ad bbox=[428, 346, 688, 475]
ad-body: ಬೆಂಗಳೂರು ಮತ್ತು ಮೈಸೂರಿನ ಕಂಪನಿಗಳಿಗೆ 5th, 10th, PUC, B.Com, Any Degree (Pass/Fail) ಸಂಬಳ ESI, PF ಉಚಿತ ಊಟ ವಸತಿ 15000/- 45000/- O.T. ಇರುತ್ತದೆ bbox=[437, 1669, 679, 1727]
classified-ad bbox=[1188, 483, 1375, 627]
ad-body: 3 Floor, 6 rooms, 5 toilets, 2 hall, 20x60, revenue site, Fully furnished. 4 rooms AC, RO Water, 2 geyser, parking building tax paid to MUDA. Near Surya Bakery, Vijayanagar Railway Layout, Mysore. Rs. One Crore Ten Lakhs. Negotiable. Owner Prakash bbox=[1194, 1492, 1368, 1605]
ad-body: ಮೈಸೂರಿನ ಪ್ರಮುಖ ಕೈಗಾರಿಕಾ ಪ್ರದೇಶಗಳಲ್ಲಿರುವ ಕಂಪನಿಗಳಿಗೆ 11700+ESI&PF ಉಚಿತ ಊಟ ವಸತಿ ಸೌಲಭ್ಯ bbox=[107, 931, 376, 965]
ad-heading: ಬೇಕಾಗಿದ್ದಾರೆ bbox=[937, 348, 1178, 369]
ad-heading: ಅಣಬೆ ಉದ್ಯೋಗ bbox=[698, 907, 926, 928]
classified-ad bbox=[935, 1466, 1180, 1634]
ad-heading: ಸೈಟು ಮಾರಾಟಕ್ಕಿದೆ bbox=[66, 1644, 418, 1665]
ad-body: 3bhk, 4bhk or 5BHK House For Rent Near Ballal Circle, Krishnamurthypuram, Lakshmipuram, Chamarajapuram bbox=[436, 1493, 680, 1551]
ad-body: Nursery Teacher Training Course 1 & 2 Years IECT Public School Alanahalli, Mysore bbox=[439, 244, 676, 294]
ad-body: ನಿಮ್ಮ ಯಾವುದೇ ಬ್ಯಾಂಕ್, ಫೈನಾನ್ಸ್ ಹಾಗೂ ಗಿರವಿ ಅಂಗಡಿಯಲ್ಲಿ ಇರುವ ಚಿನ್ನಾಭರಣಗಳನ್ನು ಬಿಡಿಸಿ ನಿಮ್ಮ ಆಯ್ಕೆಯ ಸಂಸ್ಥೆಗೆ ಅಡವಿಡಲು ಸಂಪರ್ಕಿಸಿ bbox=[1197, 800, 1365, 859]
ad-phone: 8050273615 bbox=[66, 1747, 418, 1771]
classified-ad bbox=[1188, 1314, 1375, 1458]
ad-contact-box bbox=[1004, 109, 1162, 217]
ad-body: LCD, LED TV ಫ್ರಿಡ್ಜ್, ವಾಷಿಂಗ್ ಮೆಷಿನ್, Micro Oven Doorstep Service ತೇಜು ಎಲೆಕ್ಟ್ರಾನಿಕ್ಸ್ bbox=[1194, 372, 1368, 440]
ad-heading: WANTED bbox=[66, 637, 418, 659]
classified-ad bbox=[935, 346, 1180, 475]
ad-heading: ವರಗಳು ಬೇಕಾಗಿದ್ದಾರೆ bbox=[1384, 1035, 1634, 1057]
ad-heading: ಟ್ಯಾಂಕ್ ಮತ್ತು ಸೋಲಾರ್ ಸರ್ವೀಸ್ bbox=[1384, 775, 1634, 797]
page-number-box bbox=[64, 66, 245, 97]
classified-ad bbox=[935, 1033, 1180, 1154]
ad-body: 1) ITI / Diploma Technician. Fresher / 2 years experience only. Mech / Electrical. 2) Veg / Non-Veg Cook experienced. Contact: bbox=[1195, 1189, 1368, 1277]
ad-heading: WANTED bbox=[429, 637, 687, 659]
ad-heading: WANTED JOB! bbox=[1189, 637, 1373, 659]
publication-days: ಪ್ರತಿ ಸೋಮವಾರ, ಗುರುವಾರ ಮತ್ತು ಶನಿವಾರ bbox=[95, 182, 364, 205]
ad-body: Young and Dynamic Order Boy / Girl for reputed brands. Qualification is not a source. Two wheeler compulsory with or without computer knowledge. For further details contact: bbox=[706, 1340, 918, 1402]
ad-phone: Mob: 97318 91409 bbox=[698, 1128, 926, 1152]
classified-ad bbox=[1643, 1162, 1988, 1306]
classified-ad bbox=[696, 346, 928, 475]
ad-heading: JOB NET bbox=[698, 1035, 926, 1057]
ad-heading: MOBILE ರಿಪೇರಿ ಟ್ರೈನಿಂಗ್ bbox=[1645, 1163, 1986, 1185]
ad-body: ಮತ್ತು 20 ಗುಂಟೆ, 30 ಗುಂಟೆಗಳನ್ನು ಕೊಳ್ಳಲು ಸಂಪರ್ಕಿಸಿ: bbox=[1402, 1189, 1616, 1222]
ad-heading: MUDA APPROVED SITES bbox=[429, 775, 687, 797]
ad-heading: ಕೆಲಸಕ್ಕೆ ಬೇಕಾಗಿದ್ದಾರೆ bbox=[937, 1644, 1178, 1665]
ad-heading: ಮನೆ ಸಾಲ bbox=[1189, 907, 1373, 928]
